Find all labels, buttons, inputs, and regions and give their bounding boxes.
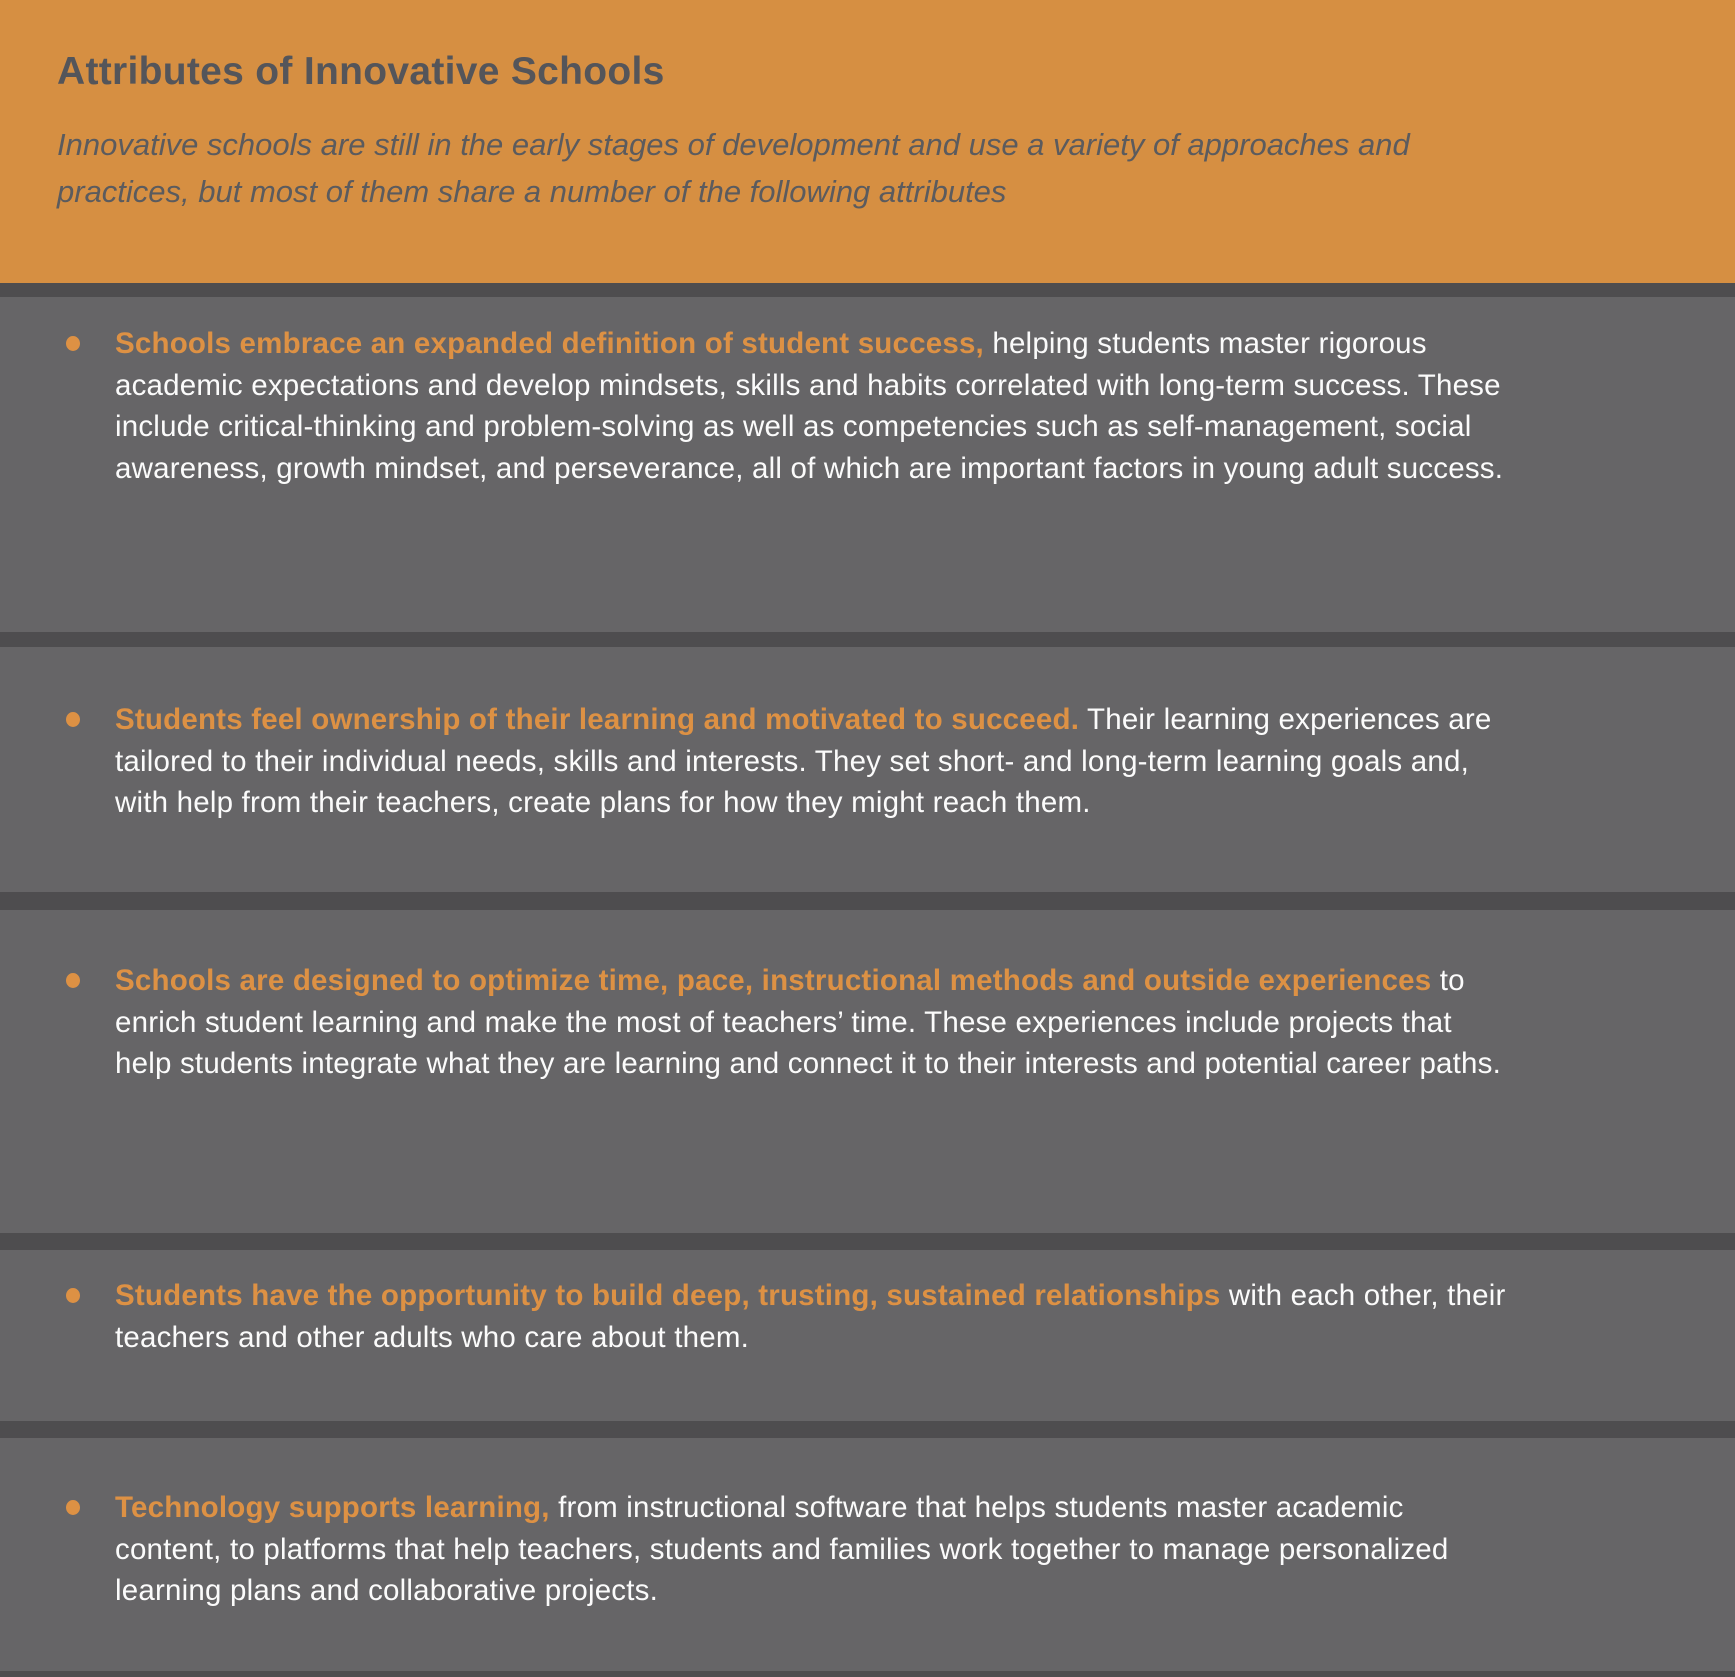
bullet-dot-icon [66,1288,80,1303]
bullet-body: helping students master rigorous academic expectations and develop mindsets, skills and habits correlated with long-term success. These include critical-thinking and problem-solving as well as competencies such as self-management, social awareness, growth mindset, and perseverance, all of which are important factors in young adult success. [115,327,1504,485]
bullet-paragraph [115,960,1515,1085]
attribute-section-optimized-design [0,910,1735,1233]
bullet-body: Their learning experiences are tailored to their individual needs, skills and interests. They set short- and long-term learning goals and, with help from their teachers, create plans for how they might reach them. [115,703,1492,819]
bullet-dot-icon [66,336,80,351]
bullet-lead: Technology supports learning, [115,1491,550,1524]
bullet-lead: Schools are designed to optimize time, pace, instructional methods and outside experiences [115,964,1432,997]
bullet-body: from instructional software that helps students master academic content, to platforms that help teachers, students and families work together to manage personalized learning plans and collaborative projects. [115,1491,1449,1607]
section-divider [0,632,1735,647]
bullet-paragraph [115,699,1515,824]
section-divider [0,1421,1735,1438]
bullet-paragraph [115,323,1515,489]
bullet-body: to enrich student learning and make the most of teachers’ time. These experiences include projects that help students integrate what they are learning and connect it to their interests and potential career paths. [115,964,1502,1080]
bullet-marker-cell [63,1487,115,1612]
bullet-item [63,960,1615,1085]
page-title: Attributes of Innovative Schools [57,50,665,93]
bullet-lead: Schools embrace an expanded definition of student success, [115,327,984,360]
section-divider [0,1233,1735,1250]
page-subtitle: Innovative schools are still in the early stages of development and use a variety of approaches and practices, but most of them share a number of the following attributes [57,127,1410,209]
bullet-body: with each other, their teachers and other adults who care about them. [115,1279,1506,1354]
attribute-section-student-ownership [0,647,1735,892]
bullet-dot-icon [66,712,80,727]
bullet-lead: Students have the opportunity to build deep, trusting, sustained relationships [115,1279,1221,1312]
bullet-dot-icon [66,973,80,988]
bullet-marker-cell [63,323,115,489]
section-divider [0,283,1735,297]
bullet-lead: Students feel ownership of their learning and motivated to succeed. [115,703,1080,736]
bullet-item [63,699,1615,824]
bullet-marker-cell [63,1275,115,1358]
attribute-section-success-definition [0,297,1735,632]
attribute-section-technology [0,1438,1735,1671]
section-divider [0,892,1735,910]
bullet-item [63,1275,1615,1358]
bottom-edge-bar [0,1671,1735,1677]
header-band [0,0,1735,283]
bullet-marker-cell [63,960,115,1085]
bullet-paragraph [115,1487,1515,1612]
attribute-section-relationships [0,1250,1735,1421]
bullet-item [63,1487,1615,1612]
bullet-paragraph [115,1275,1515,1358]
bullet-item [63,323,1615,489]
bullet-marker-cell [63,699,115,824]
bullet-dot-icon [66,1500,80,1515]
